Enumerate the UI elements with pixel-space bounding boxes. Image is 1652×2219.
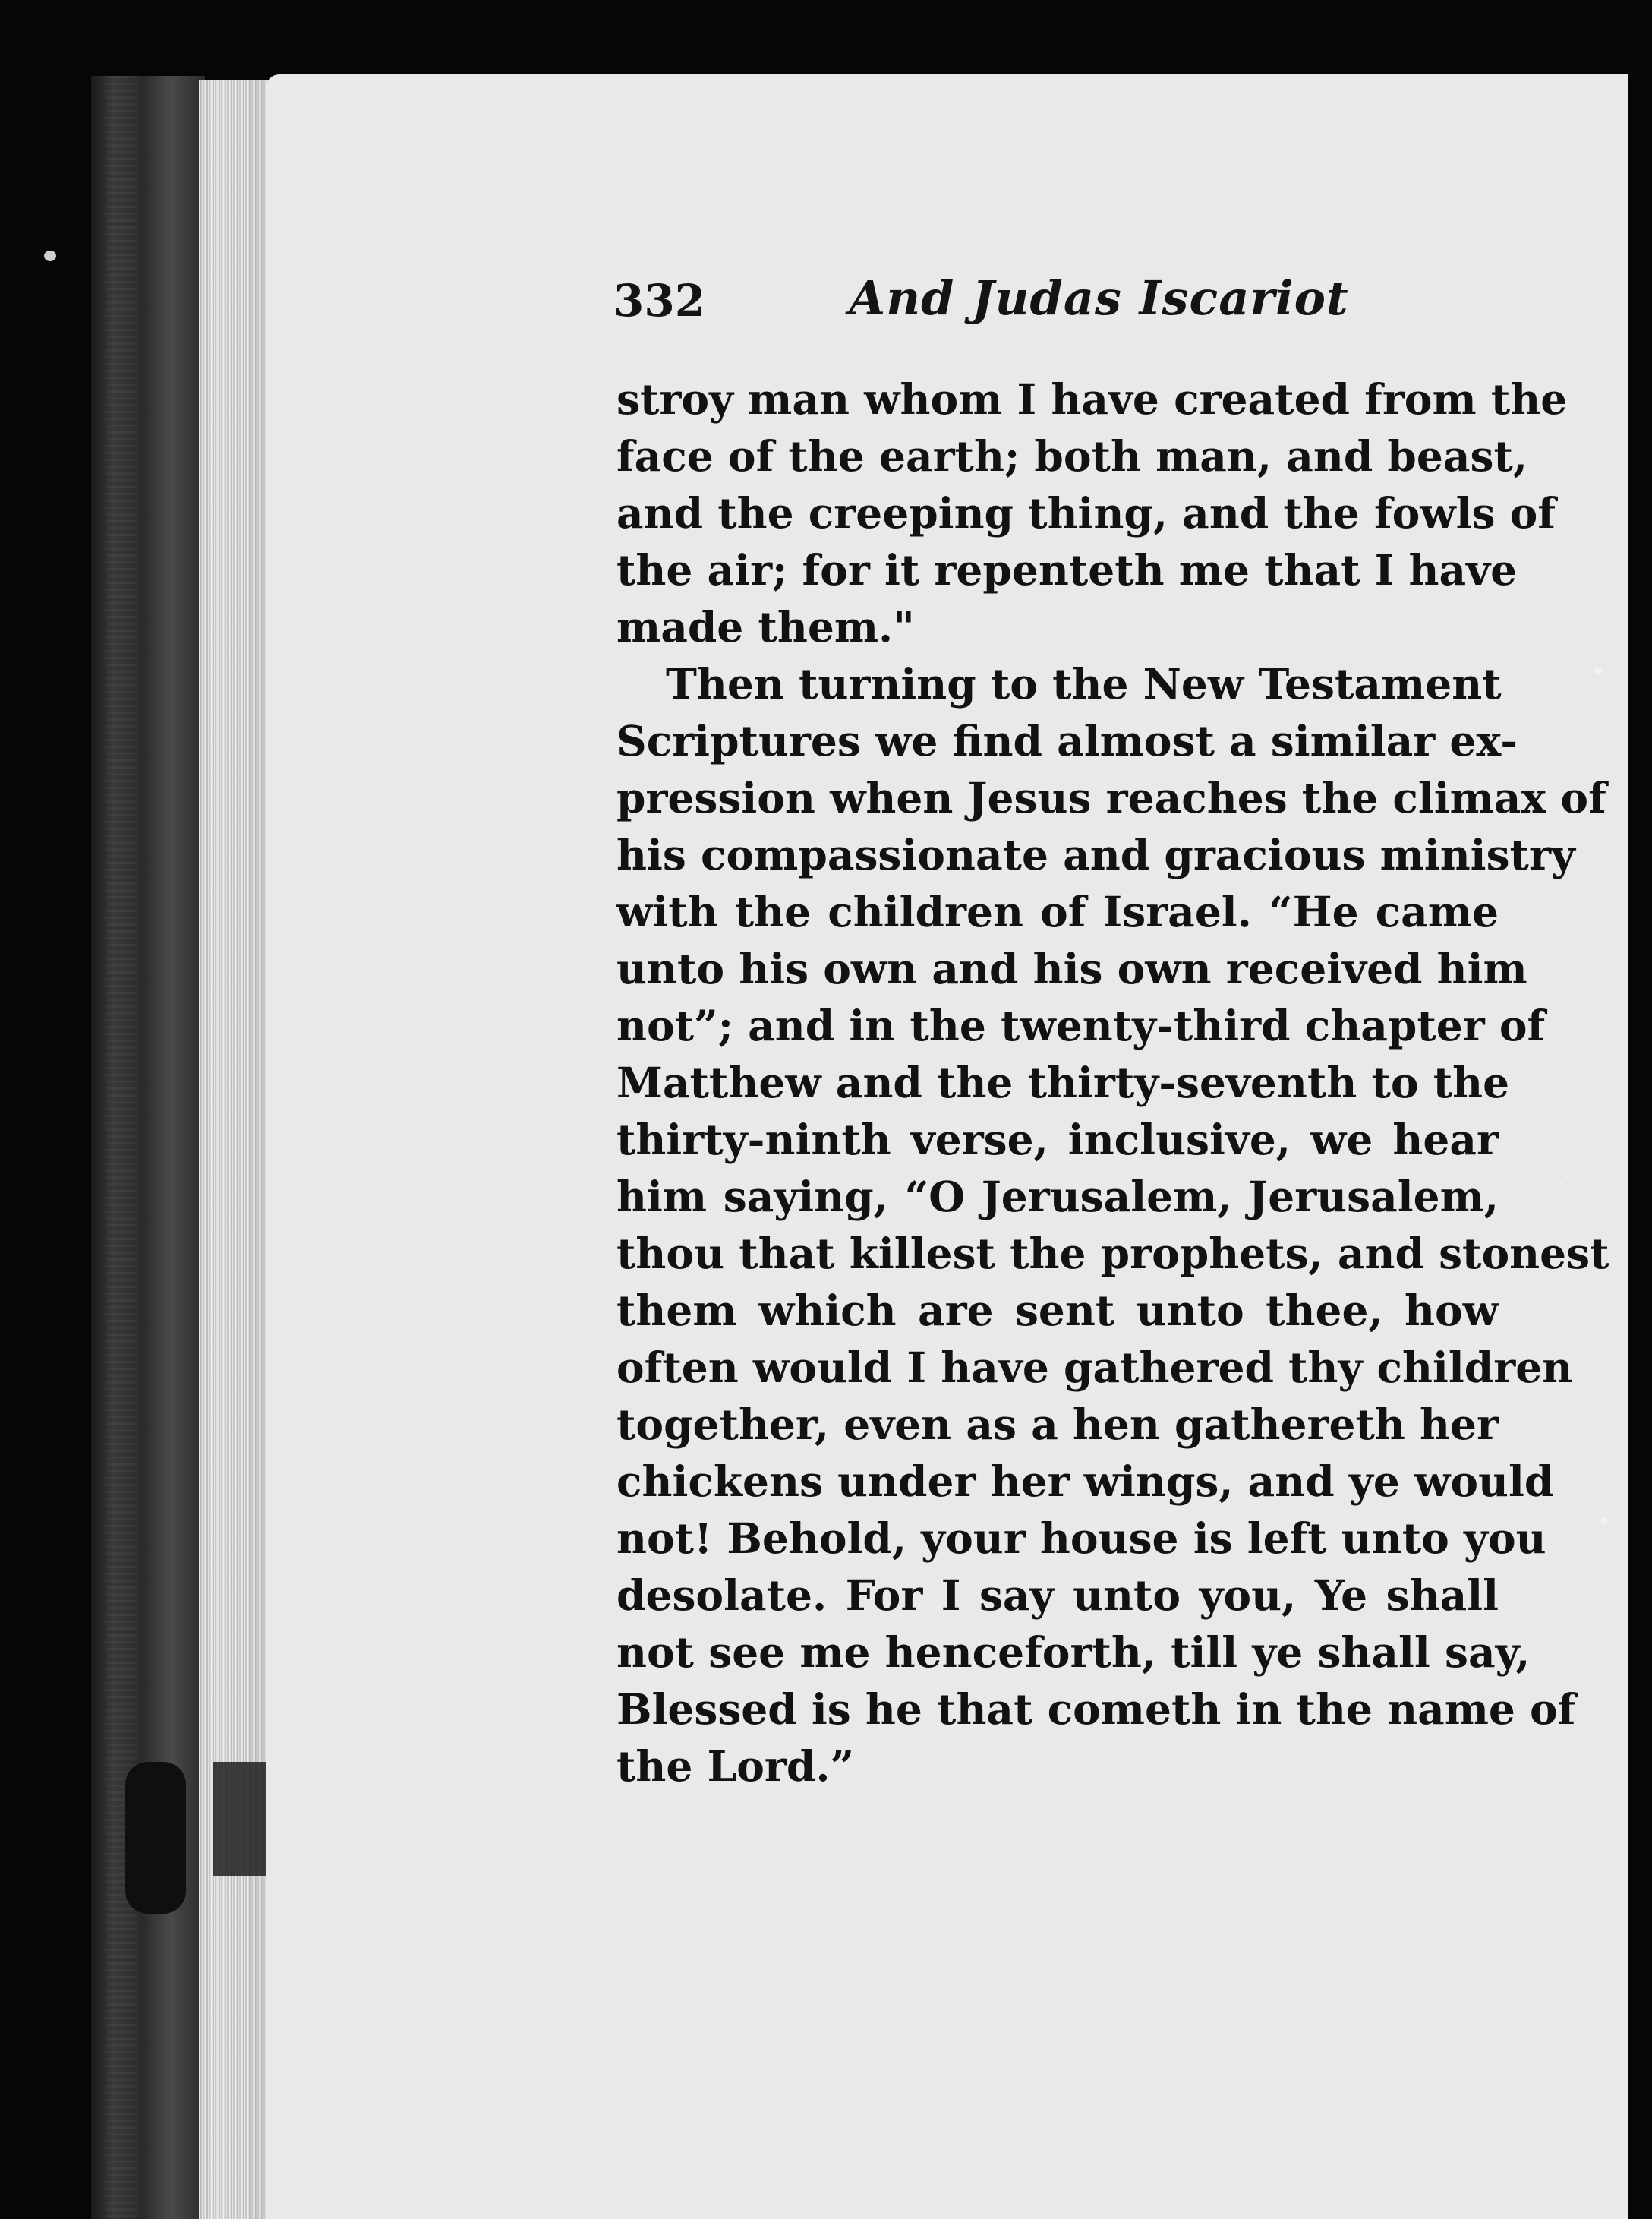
text-line: together, even as a hen gathereth her — [616, 1400, 1499, 1449]
text-line: not see me henceforth, till ye shall say, — [616, 1627, 1531, 1677]
text-line: Scriptures we find almost a similar ex- — [616, 716, 1518, 765]
text-line: made them." — [616, 602, 915, 652]
running-head: And Judas Iscariot — [849, 270, 1349, 326]
text-line: desolate. For I say unto you, Ye shall — [616, 1570, 1499, 1620]
text-line: Then turning to the New Testament — [666, 659, 1502, 709]
body-text — [616, 371, 1609, 1794]
text-line: them which are sent unto thee, how — [616, 1286, 1499, 1335]
dust-speck — [44, 251, 56, 261]
text-line: Matthew and the thirty-seventh to the — [616, 1058, 1510, 1107]
page-edge-shadow — [213, 1762, 266, 1876]
text-line: the Lord.” — [616, 1741, 855, 1791]
text-line: him saying, “O Jerusalem, Jerusalem, — [616, 1172, 1499, 1221]
text-line: stroy man whom I have created from the — [616, 374, 1568, 424]
text-line: not”; and in the twenty-third chapter of — [616, 1001, 1546, 1050]
dust-speck — [1594, 667, 1602, 674]
text-line: not! Behold, your house is left unto you — [616, 1514, 1546, 1563]
page-number: 332 — [613, 275, 706, 327]
text-line: pression when Jesus reaches the climax of — [616, 773, 1606, 822]
text-line: Blessed is he that cometh in the name of — [616, 1684, 1576, 1734]
dust-speck — [1600, 1517, 1607, 1524]
text-line: unto his own and his own received him — [616, 944, 1527, 993]
text-line: and the creeping thing, and the fowls of — [616, 488, 1556, 538]
text-line: chickens under her wings, and ye would — [616, 1457, 1554, 1506]
page-header — [613, 270, 1385, 339]
dust-speck — [1558, 1182, 1562, 1186]
spine-stain — [125, 1762, 186, 1914]
text-line: thou that killest the prophets, and stonest — [616, 1229, 1609, 1278]
text-line: face of the earth; both man, and beast, — [616, 431, 1528, 481]
text-line: his compassionate and gracious ministry — [616, 830, 1575, 879]
text-line: thirty-ninth verse, inclusive, we hear — [616, 1115, 1499, 1164]
text-line: with the children of Israel. “He came — [616, 887, 1499, 936]
text-line: often would I have gathered thy children — [616, 1343, 1573, 1392]
text-line: the air; for it repenteth me that I have — [616, 545, 1518, 595]
page-edges — [199, 80, 269, 2219]
